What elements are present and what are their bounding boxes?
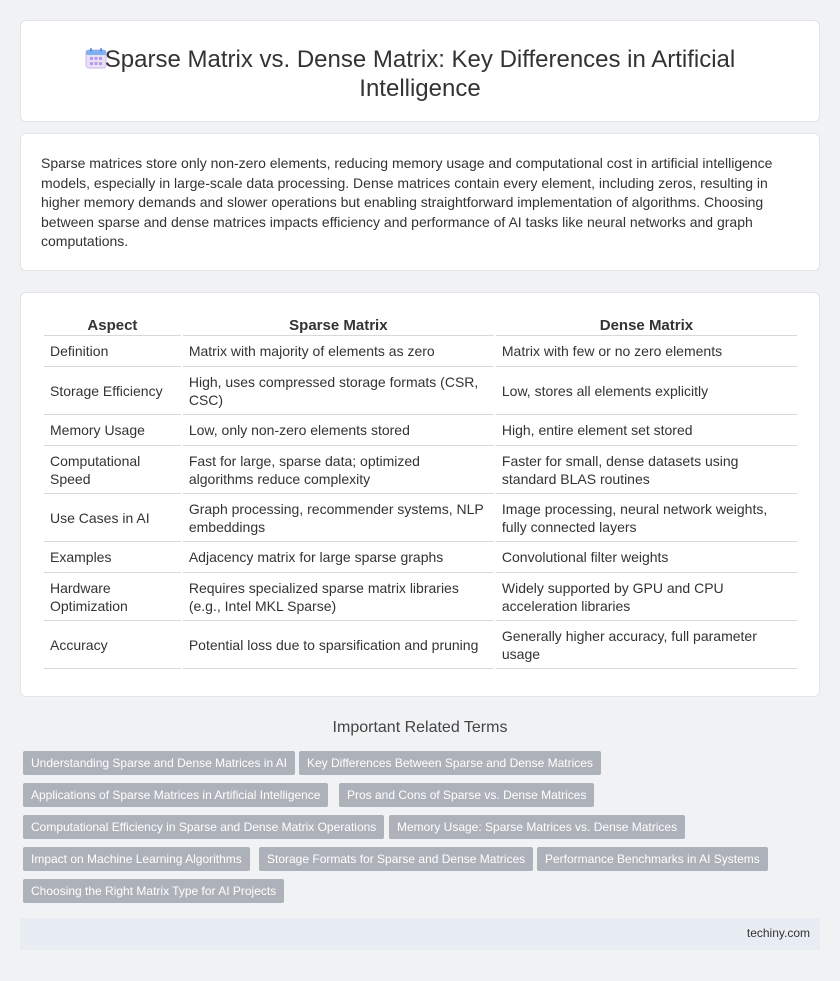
related-term-tag[interactable]: Understanding Sparse and Dense Matrices in AI [23,751,295,775]
row-aspect: Memory Usage [44,415,181,446]
row-dense: Convolutional filter weights [496,542,797,573]
table-row [44,542,797,573]
related-term-tag[interactable]: Impact on Machine Learning Algorithms [23,847,250,871]
related-term-tag[interactable]: Applications of Sparse Matrices in Artificial Intelligence [23,783,328,807]
row-dense: High, entire element set stored [496,415,797,446]
row-aspect: Use Cases in AI [44,494,181,542]
page-title-line1: Sparse Matrix vs. Dense Matrix: Key Differences in Artificial [104,46,736,73]
row-dense: Widely supported by GPU and CPU acceleration libraries [496,573,797,621]
related-term-tag[interactable]: Memory Usage: Sparse Matrices vs. Dense Matrices [389,815,685,839]
comparison-table [42,315,799,669]
row-aspect: Storage Efficiency [44,367,181,415]
related-term-tag[interactable]: Storage Formats for Sparse and Dense Matrices [259,847,533,871]
row-sparse: High, uses compressed storage formats (CSR, CSC) [183,367,494,415]
row-aspect: Definition [44,336,181,367]
row-dense: Generally higher accuracy, full parameter usage [496,621,797,669]
title-card [20,20,820,122]
header-dense: Dense Matrix [496,315,797,336]
related-term-tag[interactable]: Performance Benchmarks in AI Systems [537,847,768,871]
row-dense: Faster for small, dense datasets using standard BLAS routines [496,446,797,494]
table-row [44,336,797,367]
row-sparse: Low, only non-zero elements stored [183,415,494,446]
row-sparse: Adjacency matrix for large sparse graphs [183,542,494,573]
row-dense: Image processing, neural network weights, fully connected layers [496,494,797,542]
intro-card [20,133,820,271]
row-dense: Matrix with few or no zero elements [496,336,797,367]
related-term-tag[interactable]: Pros and Cons of Sparse vs. Dense Matrices [339,783,594,807]
row-aspect: Examples [44,542,181,573]
row-aspect: Hardware Optimization [44,573,181,621]
table-row [44,446,797,494]
row-sparse: Graph processing, recommender systems, NLP embeddings [183,494,494,542]
header-sparse: Sparse Matrix [183,315,494,336]
table-row [44,621,797,669]
related-term-tag[interactable]: Computational Efficiency in Sparse and Dense Matrix Operations [23,815,384,839]
page-title-line2: Intelligence [359,75,481,102]
table-row [44,415,797,446]
table-row [44,367,797,415]
row-sparse: Requires specialized sparse matrix libraries (e.g., Intel MKL Sparse) [183,573,494,621]
table-row [44,494,797,542]
row-aspect: Computational Speed [44,446,181,494]
comparison-card [20,292,820,697]
related-term-tag[interactable]: Key Differences Between Sparse and Dense Matrices [299,751,601,775]
row-sparse: Potential loss due to sparsification and pruning [183,621,494,669]
row-aspect: Accuracy [44,621,181,669]
row-dense: Low, stores all elements explicitly [496,367,797,415]
row-sparse: Fast for large, sparse data; optimized algorithms reduce complexity [183,446,494,494]
footer-site-link[interactable]: techiny.com [746,926,810,940]
page-title [21,45,819,103]
table-header-row [44,315,797,336]
header-aspect: Aspect [44,315,181,336]
row-sparse: Matrix with majority of elements as zero [183,336,494,367]
related-term-tag[interactable]: Choosing the Right Matrix Type for AI Projects [23,879,284,903]
table-row [44,573,797,621]
intro-paragraph: Sparse matrices store only non-zero elements, reducing memory usage and computational cost in artificial intelligence models, especially in large-scale data processing. Dense matrices contain every element, including zeros, resulting in higher memory demands and slower operations but enabling straightforward implementation of algorithms. Choosing between sparse and dense matrices impacts efficiency and performance of AI tasks like neural networks and graph computations. [41,155,773,249]
related-terms-heading: Important Related Terms [332,719,508,736]
footer [20,918,820,950]
